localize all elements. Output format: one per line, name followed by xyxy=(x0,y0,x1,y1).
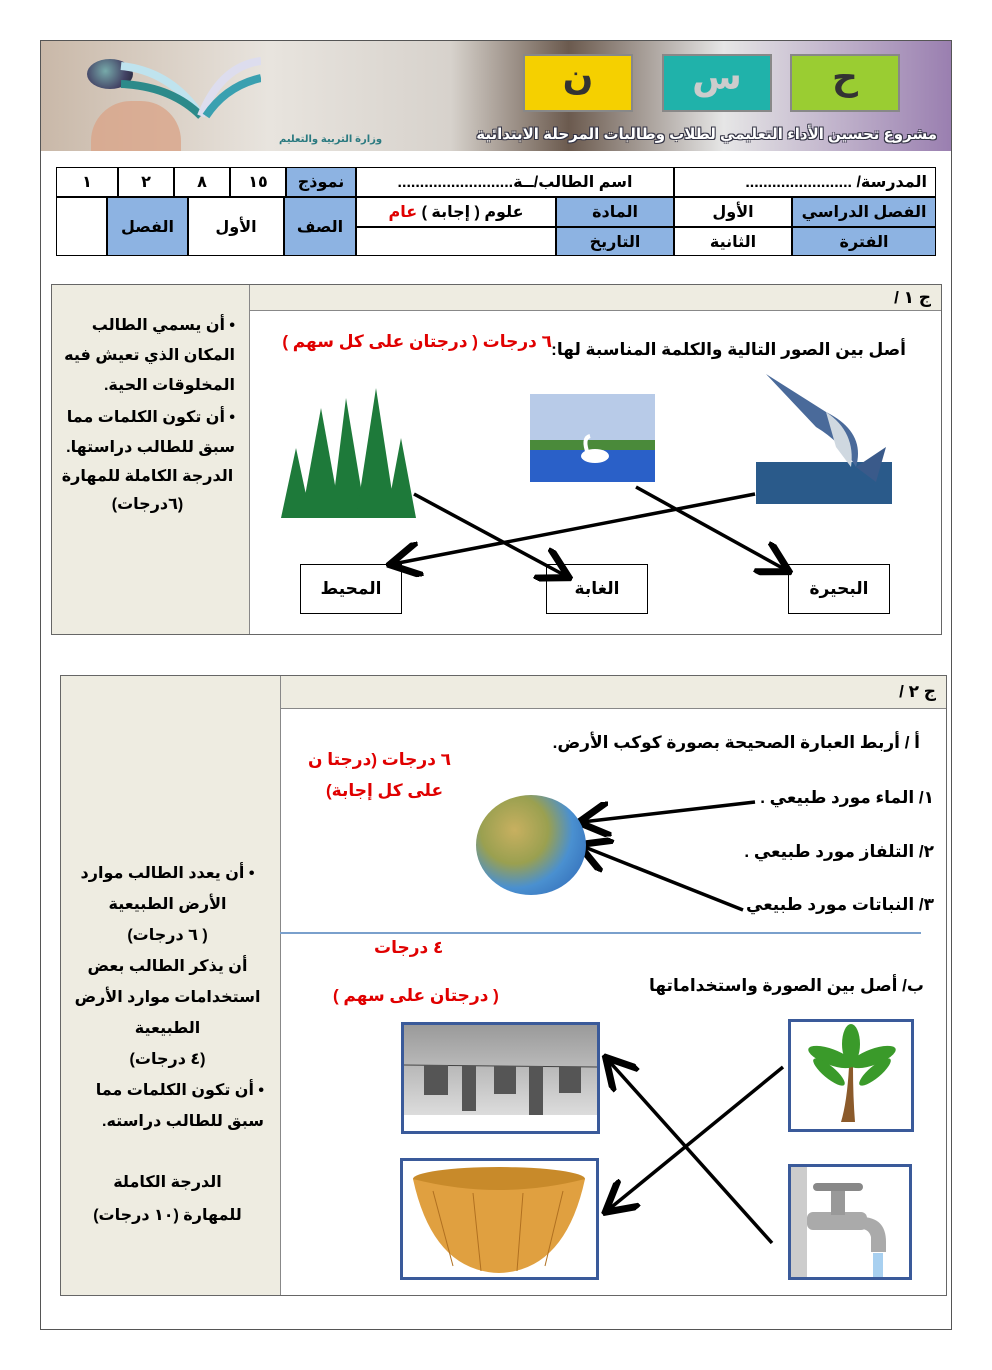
model-label: نموذج xyxy=(286,167,356,197)
grade-label: الصف xyxy=(284,197,356,256)
class-value xyxy=(56,197,107,256)
q1-objective-2: • أن تكون الكلمات مما سبق للطالب دراستها. xyxy=(66,409,235,456)
banner-title: مشروع تحسين الأداء التعليمي لطلاب وطالبات المرحلة الابتدائية xyxy=(476,126,937,143)
model-number-2: ٨ xyxy=(174,167,230,197)
q1-instruction: أصل بين الصور التالية والكلمة المناسبة لها: xyxy=(551,340,906,359)
wicker-basket-image xyxy=(400,1158,599,1280)
q2b-points-line2: ( درجتان على سهم ) xyxy=(333,986,499,1005)
student-name-field[interactable]: اسم الطالب/ــة.......................... xyxy=(356,167,674,197)
tile-noon: ن xyxy=(523,54,633,112)
marlin-fish-image xyxy=(756,372,892,504)
tile-ha: ح xyxy=(790,54,900,112)
ministry-name: وزارة التربية والتعليم xyxy=(279,134,383,145)
period-label: الفترة xyxy=(792,227,936,256)
q2-objective-1-points: ( ٦ درجات) xyxy=(127,927,208,944)
q2-objective-2: أن يذكر الطالب بعض استخدامات موارد الأرض الطبيعية xyxy=(74,958,261,1037)
q1-title: ج ١ / xyxy=(250,285,941,311)
subject-value: علوم ( إجابة ) عام xyxy=(356,197,556,227)
q2-full-mark-line1: الدرجة الكاملة xyxy=(113,1174,222,1191)
subject-label: المادة xyxy=(556,197,674,227)
q2-objective-2-points: (٤ درجات) xyxy=(129,1051,206,1068)
q1-full-mark: الدرجة الكاملة للمهارة (٦درجات) xyxy=(61,468,234,513)
model-number-4: ١ xyxy=(56,167,118,197)
q2-full-mark-line2: للمهارة (١٠ درجات) xyxy=(93,1207,242,1224)
header-banner xyxy=(41,41,951,151)
tile-seen: س xyxy=(662,54,772,112)
q2a-points-line2: على كل إجابة) xyxy=(326,781,444,800)
q1-objectives xyxy=(52,285,250,634)
date-label: التاريخ xyxy=(556,227,674,256)
subject-tag: عام xyxy=(388,204,418,221)
date-value[interactable] xyxy=(356,227,556,256)
q2-objectives xyxy=(61,676,281,1295)
word-box-ocean: المحيط xyxy=(300,564,402,614)
period-value: الثانية xyxy=(674,227,792,256)
q2a-points-line1: ٦ درجات (درجتا ن xyxy=(308,750,452,769)
clothes-line-image xyxy=(401,1022,600,1134)
q2-title: ج ٢ / xyxy=(281,676,946,709)
pine-forest-image xyxy=(281,388,416,518)
word-box-forest: الغابة xyxy=(546,564,648,614)
word-box-lake: البحيرة xyxy=(788,564,890,614)
grade-value: الأول xyxy=(188,197,284,256)
q2b-instruction: ب/ أصل بين الصورة واستخداماتها xyxy=(648,976,924,995)
school-field[interactable]: المدرسة/ ........................ xyxy=(674,167,936,197)
q2-objective-3: • أن تكون الكلمات مما سبق للطالب دراسته. xyxy=(95,1082,264,1130)
q2a-statement-1: ١/ الماء مورد طبيعي . xyxy=(760,788,934,807)
q2a-statement-2: ٢/ التلفاز مورد طبيعي . xyxy=(744,842,934,861)
class-label: الفصل xyxy=(107,197,188,256)
swan-lake-image xyxy=(530,394,655,482)
water-tap-image xyxy=(788,1164,912,1280)
q2b-points-line1: ٤ درجات xyxy=(374,938,444,957)
semester-label: الفصل الدراسي xyxy=(792,197,936,227)
semester-value: الأول xyxy=(674,197,792,227)
ministry-book-logo-icon xyxy=(111,46,261,126)
q2-objective-1: • أن يعدد الطالب موارد الأرض الطبيعية xyxy=(80,865,255,913)
palm-tree-image xyxy=(788,1019,914,1132)
q1-objective-1: • أن يسمي الطالب المكان الذي تعيش فيه المخلوقات الحية. xyxy=(64,317,235,394)
earth-globe-image xyxy=(476,795,586,895)
section-divider xyxy=(280,932,921,934)
model-number-1: ١٥ xyxy=(230,167,286,197)
q1-points: ٦ درجات ( درجتان على كل سهم ) xyxy=(282,332,552,351)
q2a-instruction: أ / أربط العبارة الصحيحة بصورة كوكب الأرض. xyxy=(552,733,920,752)
model-number-3: ٢ xyxy=(118,167,174,197)
q2a-statement-3: ٣/ النباتات مورد طبيعي xyxy=(746,895,934,914)
